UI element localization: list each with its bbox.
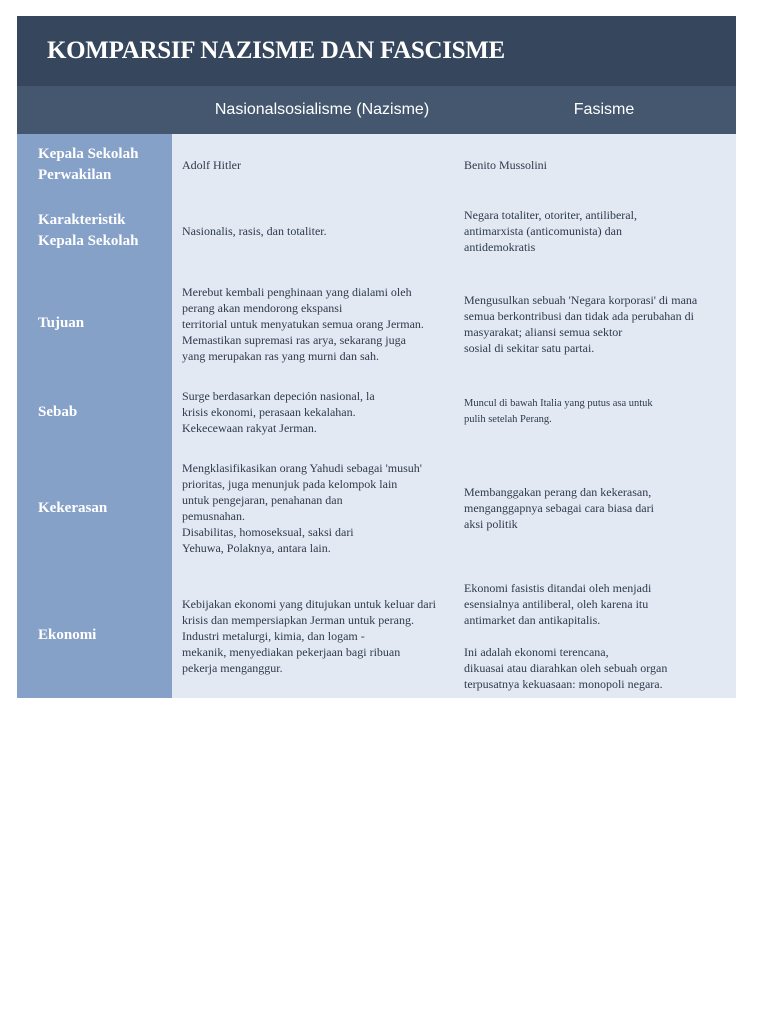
document-title: KOMPARSIF NAZISME DAN FASCISME — [47, 37, 505, 64]
cell-fascism — [464, 266, 736, 381]
cell-text: Negara totaliter, otoriter, antiliberal, antimarxista (anticomunista) dan antidemokratis — [464, 208, 637, 254]
row-label — [17, 266, 172, 381]
cell-text: Muncul di bawah Italia yang putus asa untuk pulih setelah Perang. — [464, 398, 653, 425]
cell-fascism — [464, 381, 736, 443]
comparison-document — [17, 16, 736, 698]
cell-text: Ekonomi fasistis ditandai oleh menjadi esensialnya antiliberal, oleh karena itu antimarket dan antikapitalis. Ini adalah ekonomi terencana, dikuasai atau diarahkan oleh sebuah organ terpusatnya kekuasaan: monopoli negara. — [464, 580, 668, 691]
cell-text: Surge berdasarkan depeción nasional, la krisis ekonomi, perasaan kekalahan. Kekecewaan rakyat Jerman. — [182, 389, 375, 435]
cell-nazism — [172, 266, 464, 381]
cell-nazism — [172, 381, 464, 443]
row-label — [17, 573, 172, 698]
table-body — [17, 134, 736, 698]
column-header-fascism: Fasisme — [573, 101, 635, 118]
cell-fascism — [464, 443, 736, 573]
row-label — [17, 381, 172, 443]
row-label-text: Kekerasan — [38, 499, 108, 516]
cell-text: Nasionalis, rasis, dan totaliter. — [182, 224, 327, 238]
cell-nazism — [172, 134, 464, 196]
cell-text: Kebijakan ekonomi yang ditujukan untuk keluar dari krisis dan mempersiapkan Jerman untuk perang. Industri metalurgi, kimia, dan logam - mekanik, menyediakan pekerjaan bagi ribuan pekerja menganggur. — [182, 596, 436, 675]
cell-text: Adolf Hitler — [182, 158, 241, 172]
cell-text: Mengusulkan sebuah 'Negara korporasi' di mana semua berkontribusi dan tidak ada perubahan di masyarakat; aliansi semua sektor sosial di sekitar satu partai. — [464, 292, 698, 355]
row-label-text: Sebab — [38, 403, 78, 420]
cell-fascism — [464, 134, 736, 196]
cell-nazism — [172, 573, 464, 698]
row-label-text: Tujuan — [38, 315, 85, 331]
cell-text: Benito Mussolini — [464, 158, 548, 172]
table-row-violence — [17, 443, 736, 573]
row-label — [17, 196, 172, 266]
title-bar — [17, 16, 736, 86]
table-row-representative — [17, 134, 736, 196]
row-label — [17, 134, 172, 196]
cell-text: Membanggakan perang dan kekerasan, menganggapnya sebagai cara biasa dari aksi politik — [464, 485, 654, 531]
column-header-row — [17, 86, 736, 134]
row-label-text: Ekonomi — [38, 627, 97, 643]
cell-nazism — [172, 443, 464, 573]
row-label-text: Kepala Sekolah Perwakilan — [38, 146, 139, 183]
row-label-text: Karakteristik Kepala Sekolah — [38, 212, 139, 249]
table-row-causes — [17, 381, 736, 443]
cell-fascism — [464, 196, 736, 266]
table-row-goals — [17, 266, 736, 381]
row-label — [17, 443, 172, 573]
column-header-nazism: Nasionalsosialisme (Nazisme) — [214, 101, 430, 118]
table-row-economy — [17, 573, 736, 698]
cell-text: Merebut kembali penghinaan yang dialami oleh perang akan mendorong ekspansi territorial untuk menyatukan semua orang Jerman. Memastikan supremasi ras arya, sekarang juga yang merupakan ras yang murni dan sah. — [182, 284, 424, 363]
table-row-characteristics — [17, 196, 736, 266]
cell-fascism — [464, 573, 736, 698]
cell-text: Mengklasifikasikan orang Yahudi sebagai 'musuh' prioritas, juga menunjuk pada kelompok lain untuk pengejaran, penahanan dan pemusnahan. Disabilitas, homoseksual, saksi dari Yehuwa, Polaknya, antara lain. — [182, 461, 422, 555]
cell-nazism — [172, 196, 464, 266]
